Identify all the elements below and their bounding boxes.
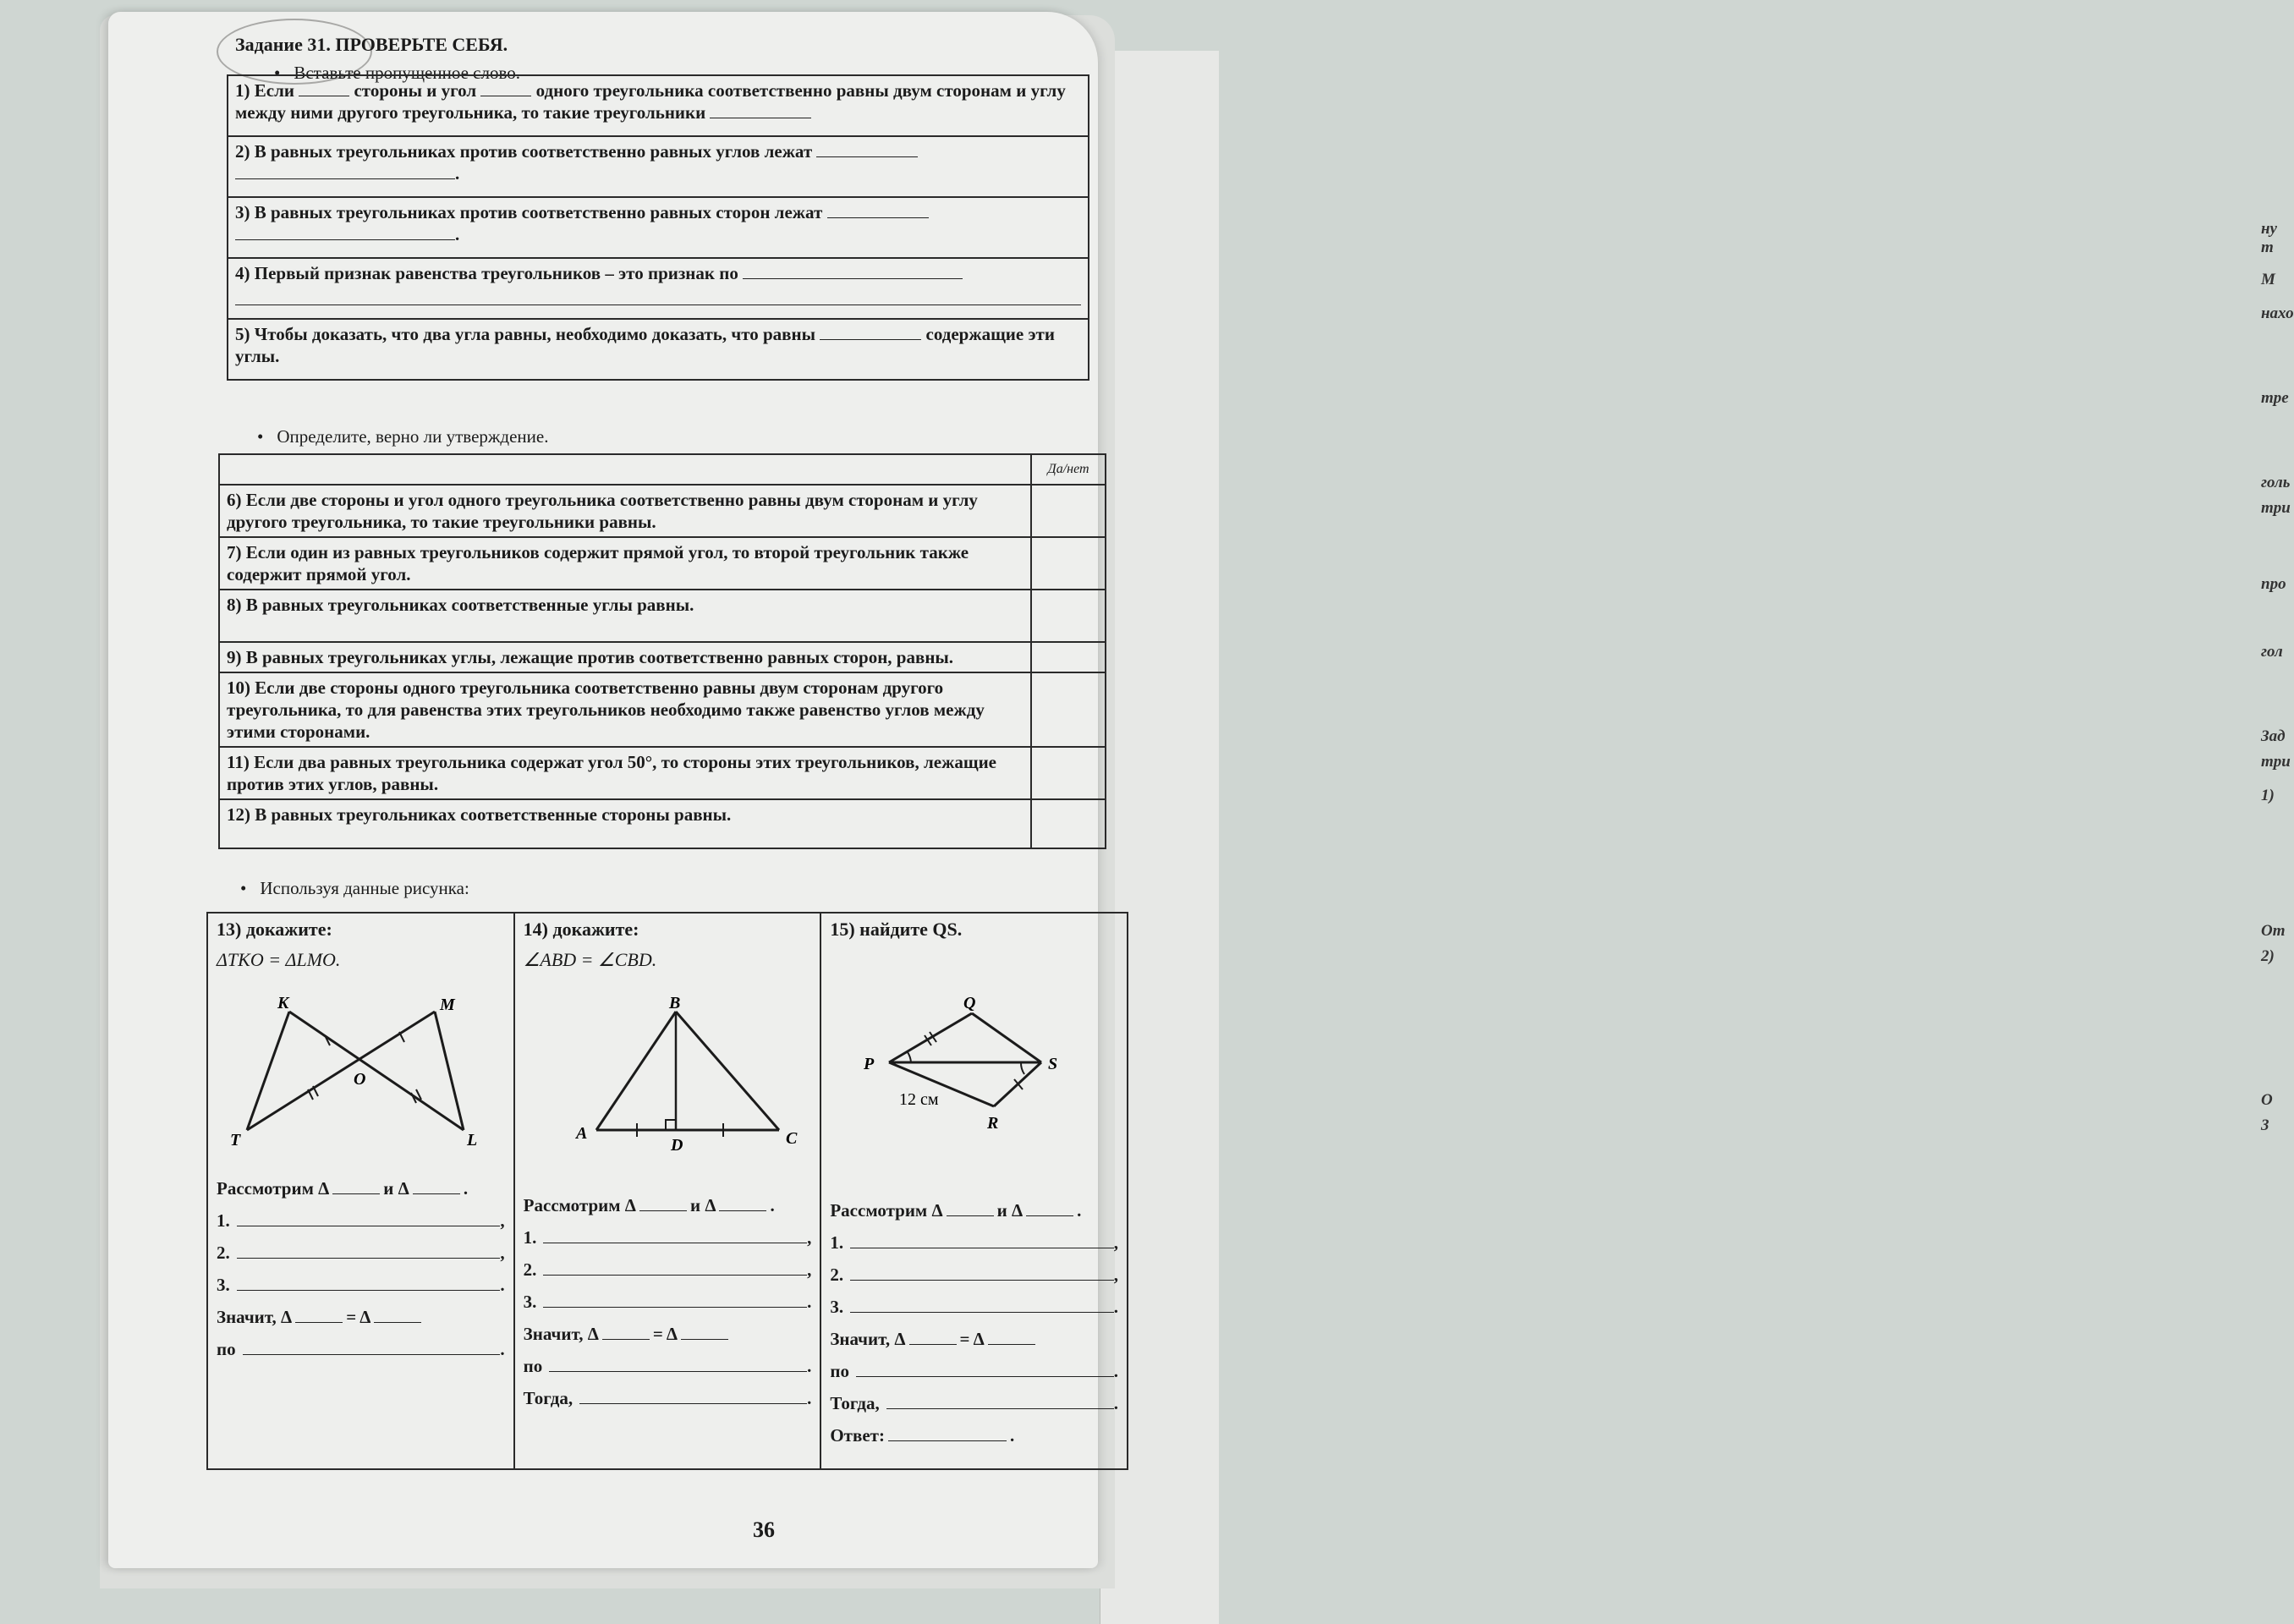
next-page-text: 3 bbox=[2261, 1116, 2269, 1134]
next-page-text: про bbox=[2261, 575, 2286, 593]
bullet-use-figure: • Используя данные рисунка: bbox=[240, 878, 469, 899]
blank[interactable] bbox=[374, 1322, 421, 1323]
blank[interactable] bbox=[235, 289, 1081, 305]
label-r: R bbox=[987, 1114, 999, 1133]
blank[interactable] bbox=[710, 102, 811, 118]
blank[interactable] bbox=[332, 1193, 380, 1194]
blank-line[interactable] bbox=[243, 1354, 501, 1355]
next-page-text: три bbox=[2261, 499, 2291, 517]
answer-cell-8[interactable] bbox=[1031, 590, 1106, 642]
blank-line[interactable] bbox=[549, 1371, 807, 1372]
figure-tasks bbox=[206, 912, 1128, 1470]
fill-item-1: 1) Если стороны и угол одного треугольника соответственно равны двум сторонам и углу между ними другого треугольника, то такие треугольники bbox=[228, 75, 1089, 136]
true-false-table bbox=[218, 453, 1106, 849]
next-page-text: гол bbox=[2261, 643, 2283, 661]
blank[interactable] bbox=[480, 80, 531, 96]
blank[interactable] bbox=[299, 80, 349, 96]
next-page-text: нахо bbox=[2261, 304, 2294, 322]
fill-item-3: 3) В равных треугольниках против соответственно равных сторон лежат . bbox=[228, 197, 1089, 258]
statement-9: 9) В равных треугольниках углы, лежащие против соответственно равных сторон, равны. bbox=[219, 642, 1031, 672]
task-15 bbox=[821, 914, 1127, 1468]
blank[interactable] bbox=[743, 263, 963, 279]
blank-line[interactable] bbox=[856, 1376, 1114, 1377]
quadrilateral-figure bbox=[830, 995, 1117, 1164]
answer-cell-9[interactable] bbox=[1031, 642, 1106, 672]
label-t: T bbox=[230, 1131, 241, 1149]
blank-line[interactable] bbox=[579, 1403, 807, 1404]
label-k: K bbox=[277, 994, 289, 1012]
task-14-statement: ∠ABD = ∠CBD. bbox=[523, 949, 657, 970]
statement-12: 12) В равных треугольниках соответственные стороны равны. bbox=[219, 799, 1031, 848]
label-d: D bbox=[670, 1136, 683, 1155]
label-m: M bbox=[440, 996, 455, 1014]
answer-cell-12[interactable] bbox=[1031, 799, 1106, 848]
fill-item-2: 2) В равных треугольниках против соответственно равных углов лежат . bbox=[228, 136, 1089, 197]
label-l: L bbox=[467, 1131, 478, 1149]
next-page-text: Зад bbox=[2261, 727, 2286, 745]
task-13-statement: ΔTKO = ΔLMO. bbox=[217, 949, 341, 970]
blank[interactable] bbox=[988, 1344, 1035, 1345]
blank[interactable] bbox=[1026, 1215, 1073, 1216]
blank-line[interactable] bbox=[237, 1258, 501, 1259]
length-label: 12 см bbox=[899, 1090, 939, 1109]
answer-cell-7[interactable] bbox=[1031, 537, 1106, 590]
yes-no-header: Да/нет bbox=[1031, 454, 1106, 485]
label-a: A bbox=[575, 1124, 588, 1143]
next-page-text: 1) bbox=[2261, 787, 2275, 804]
task-13 bbox=[208, 914, 515, 1468]
task-14-title: 14) докажите: bbox=[523, 919, 639, 940]
blank[interactable] bbox=[235, 163, 455, 179]
answer-cell-11[interactable] bbox=[1031, 747, 1106, 799]
task-14 bbox=[515, 914, 822, 1468]
blank[interactable] bbox=[681, 1339, 728, 1340]
blank-line[interactable] bbox=[543, 1275, 807, 1276]
next-page-text: М bbox=[2261, 271, 2275, 288]
label-o: O bbox=[354, 1070, 366, 1089]
statement-7: 7) Если один из равных треугольников содержит прямой угол, то второй треугольник также содержит прямой угол. bbox=[219, 537, 1031, 590]
fill-item-5: 5) Чтобы доказать, что два угла равны, необходимо доказать, что равны содержащие эти углы. bbox=[228, 319, 1089, 380]
blank-line[interactable] bbox=[543, 1307, 807, 1308]
next-page-text: 2) bbox=[2261, 947, 2275, 965]
next-page-text: голь bbox=[2261, 474, 2291, 491]
blank[interactable] bbox=[816, 141, 918, 157]
label-p: P bbox=[864, 1055, 875, 1073]
label-s: S bbox=[1048, 1055, 1058, 1073]
task-13-title: 13) докажите: bbox=[217, 919, 332, 940]
blank-line[interactable] bbox=[886, 1408, 1114, 1409]
task-15-answer-form: Рассмотрим Δ и Δ . 1. , 2. , 3. . Значит, Δ = Δ по . Тогда, . Ответ: . bbox=[830, 1200, 1119, 1446]
next-page-text: ну т bbox=[2261, 220, 2277, 256]
label-q: Q bbox=[963, 994, 976, 1012]
task-14-answer-form: Рассмотрим Δ и Δ . 1. , 2. , 3. . Значит, Δ = Δ по . Тогда, . bbox=[523, 1195, 812, 1408]
next-page-text: О bbox=[2261, 1091, 2273, 1109]
statement-10: 10) Если две стороны одного треугольника соответственно равны двум сторонам другого треугольника, то для равенства этих треугольников необходимо также равенство углов между этими сторонами. bbox=[219, 672, 1031, 747]
blank[interactable] bbox=[827, 202, 929, 218]
answer-blank[interactable] bbox=[888, 1440, 1007, 1441]
blank-line[interactable] bbox=[850, 1280, 1114, 1281]
next-page-text: три bbox=[2261, 753, 2291, 771]
blank-line[interactable] bbox=[850, 1312, 1114, 1313]
task-15-title: 15) найдите QS. bbox=[830, 919, 963, 940]
task-title: Задание 31. ПРОВЕРЬТЕ СЕБЯ. bbox=[235, 34, 508, 55]
bowtie-triangles-figure bbox=[217, 995, 504, 1164]
blank[interactable] bbox=[719, 1210, 766, 1211]
task-13-answer-form: Рассмотрим Δ и Δ . 1. , 2. , 3. . Значит, Δ = Δ по . bbox=[217, 1178, 505, 1359]
blank[interactable] bbox=[602, 1339, 650, 1340]
statement-11: 11) Если два равных треугольника содержат угол 50°, то стороны этих треугольников, лежащие против этих углов, равны. bbox=[219, 747, 1031, 799]
next-page-text: От bbox=[2261, 922, 2286, 940]
page-number: 36 bbox=[753, 1517, 775, 1542]
blank[interactable] bbox=[413, 1193, 460, 1194]
blank[interactable] bbox=[947, 1215, 994, 1216]
statement-8: 8) В равных треугольниках соответственные углы равны. bbox=[219, 590, 1031, 642]
header-blank bbox=[219, 454, 1031, 485]
answer-cell-10[interactable] bbox=[1031, 672, 1106, 747]
blank[interactable] bbox=[909, 1344, 957, 1345]
blank[interactable] bbox=[820, 324, 921, 340]
answer-cell-6[interactable] bbox=[1031, 485, 1106, 537]
blank-line[interactable] bbox=[237, 1290, 501, 1291]
label-c: C bbox=[785, 1129, 798, 1148]
blank[interactable] bbox=[639, 1210, 687, 1211]
bullet-fill-in: • Вставьте пропущенное слово. bbox=[274, 63, 520, 84]
blank[interactable] bbox=[235, 224, 455, 240]
label-b: B bbox=[668, 994, 681, 1012]
blank[interactable] bbox=[295, 1322, 343, 1323]
workbook-page bbox=[108, 12, 1119, 1568]
statement-6: 6) Если две стороны и угол одного треугольника соответственно равны двум сторонам и углу другого треугольника, то такие треугольники равны. bbox=[219, 485, 1031, 537]
fill-in-table bbox=[227, 74, 1089, 381]
next-page-text: тре bbox=[2261, 389, 2289, 407]
triangle-altitude-figure bbox=[524, 995, 811, 1164]
bullet-true-false: • Определите, верно ли утверждение. bbox=[257, 426, 548, 447]
fill-item-4: 4) Первый признак равенства треугольников – это признак по bbox=[228, 258, 1089, 319]
